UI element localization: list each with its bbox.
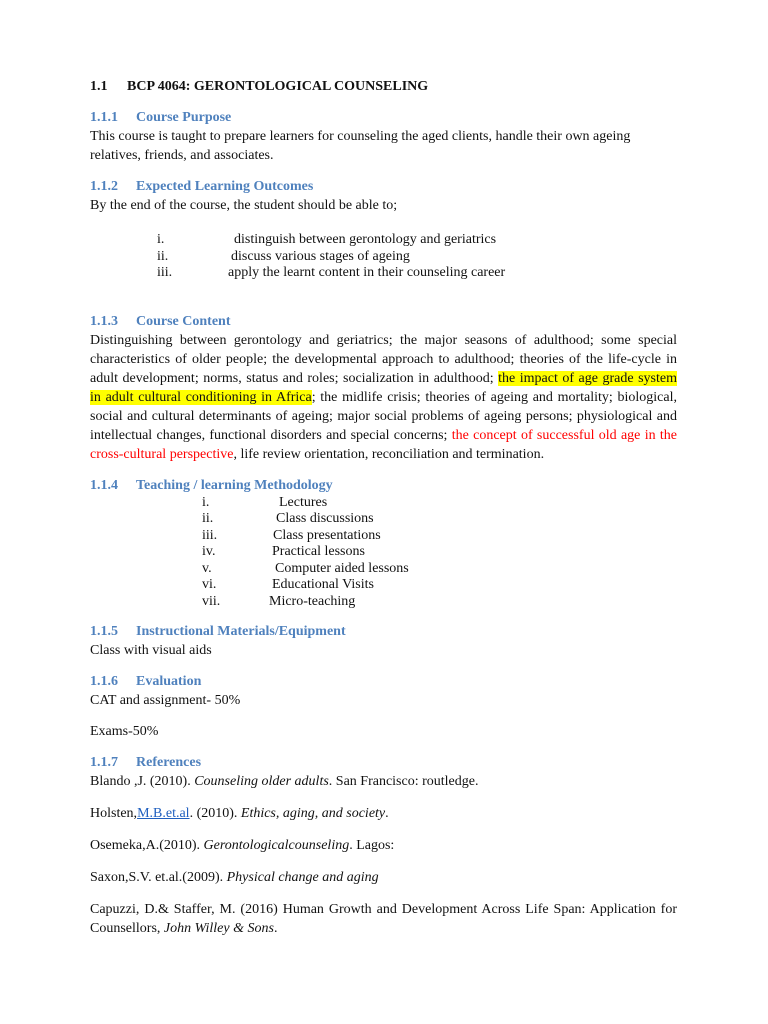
section-title: Teaching / learning Methodology (136, 477, 333, 493)
purpose-text: This course is taught to prepare learners for counseling the aged clients, handle their own ageing relatives, friends, and associates. (90, 129, 631, 163)
list-numeral: iv. (202, 544, 216, 559)
section-heading-evaluation (90, 672, 677, 691)
section-title: Instructional Materials/Equipment (136, 624, 346, 639)
section-title: References (136, 755, 202, 770)
course-title: BCP 4064: GERONTOLOGICAL COUNSELING (127, 79, 429, 94)
reference-text: . (385, 806, 389, 821)
reference-text: Capuzzi, D.& Staffer, M. (2016) Human Growth and Development Across Life Span: Application for Counsellors, (90, 902, 677, 936)
section-heading-content (90, 312, 677, 331)
reference-item (90, 772, 677, 791)
section-number: 1.1.4 (90, 477, 118, 493)
list-numeral: v. (202, 560, 212, 576)
section-number: 1.1.1 (90, 110, 118, 125)
list-item (90, 544, 677, 561)
reference-title: Gerontologicalcounseling (203, 838, 350, 853)
reference-text: . Lagos: (349, 838, 395, 853)
list-item (90, 561, 677, 578)
reference-title: Ethics, aging, and society (240, 806, 386, 821)
section-title: Expected Learning Outcomes (136, 179, 314, 194)
list-text: distinguish between gerontology and geriatrics (234, 232, 497, 247)
list-text: Practical lessons (272, 544, 365, 559)
evaluation-exams: Exams-50% (90, 724, 159, 739)
list-numeral: i. (202, 494, 210, 510)
course-number: 1.1 (90, 79, 108, 94)
list-item (90, 594, 677, 611)
highlighted-text: the impact of age grade system in adult cultural conditioning in Africa (90, 370, 677, 405)
list-text: Educational Visits (272, 577, 374, 592)
list-numeral: i. (157, 232, 165, 247)
content-text: ; the midlife crisis; theories of ageing and mortality; biological, social and cultural determinants of ageing; major social problems of ageing persons; physiological and intellectual changes, functional disorders and special concerns; (90, 389, 677, 443)
section-number: 1.1.7 (90, 755, 118, 770)
list-text: discuss various stages of ageing (231, 248, 410, 264)
course-heading (90, 77, 677, 96)
author-link[interactable]: M.B.et.al (137, 806, 190, 821)
section-number: 1.1.3 (90, 313, 118, 329)
reference-text: Osemeka,A.(2010). (90, 838, 204, 853)
list-numeral: vi. (202, 577, 217, 592)
reference-title: Physical change and aging (226, 870, 379, 885)
document-page (90, 77, 677, 951)
red-text: the concept of successful old age in the cross-cultural perspective (90, 427, 677, 462)
list-item (90, 511, 677, 528)
section-number: 1.1.6 (90, 674, 118, 689)
reference-title: Counseling older adults (194, 774, 329, 789)
reference-text: Holsten, (90, 806, 138, 821)
list-item (90, 265, 677, 282)
section-heading-purpose (90, 108, 677, 127)
reference-title: John Willey & Sons (163, 921, 274, 936)
list-text: Class presentations (273, 527, 381, 543)
evaluation-cat: CAT and assignment- 50% (90, 693, 241, 708)
list-item (90, 249, 677, 266)
list-numeral: iii. (202, 527, 218, 543)
section-title: Evaluation (136, 674, 202, 689)
reference-text: . (2010). (189, 806, 241, 821)
section-number: 1.1.2 (90, 179, 118, 194)
materials-text: Class with visual aids (90, 643, 212, 658)
reference-item (90, 836, 677, 855)
reference-text: Saxon,S.V. et.al.(2009). (90, 870, 227, 885)
list-text: Micro-teaching (269, 593, 356, 609)
list-item (90, 495, 677, 512)
list-text: Lectures (279, 494, 328, 510)
reference-text: Blando ,J. (2010). (90, 774, 195, 789)
section-heading-methodology (90, 476, 677, 495)
list-text: Computer aided lessons (275, 560, 409, 576)
reference-item (90, 900, 677, 938)
section-title: Course Content (136, 313, 231, 329)
list-numeral: ii. (202, 511, 214, 526)
reference-item (90, 868, 677, 887)
list-item (90, 577, 677, 594)
list-text: Class discussions (276, 511, 374, 526)
section-heading-materials (90, 622, 677, 641)
list-numeral: vii. (202, 593, 221, 609)
list-numeral: iii. (157, 265, 173, 280)
outcomes-intro: By the end of the course, the student should be able to; (90, 198, 398, 213)
section-title: Course Purpose (136, 110, 232, 125)
section-heading-references (90, 753, 677, 772)
reference-text: . (273, 921, 278, 936)
list-item (90, 528, 677, 545)
list-numeral: ii. (157, 248, 169, 264)
outcomes-list (90, 232, 677, 282)
list-text: apply the learnt content in their counseling career (228, 265, 506, 280)
section-number: 1.1.5 (90, 624, 118, 639)
content-paragraph (90, 331, 677, 464)
reference-text: . San Francisco: routledge. (328, 774, 479, 789)
methodology-list (90, 495, 677, 611)
content-text: Distinguishing between gerontology and geriatrics; the major seasons of adulthood; some special characteristics of older people; the developmental approach to adulthood; theories of the life-cycle in adult development; norms, status and roles; socialization in adulthood; (90, 332, 677, 386)
list-item (90, 232, 677, 249)
section-heading-outcomes (90, 177, 677, 196)
reference-item (90, 804, 677, 823)
content-text: , life review orientation, reconciliation and termination. (233, 446, 545, 462)
